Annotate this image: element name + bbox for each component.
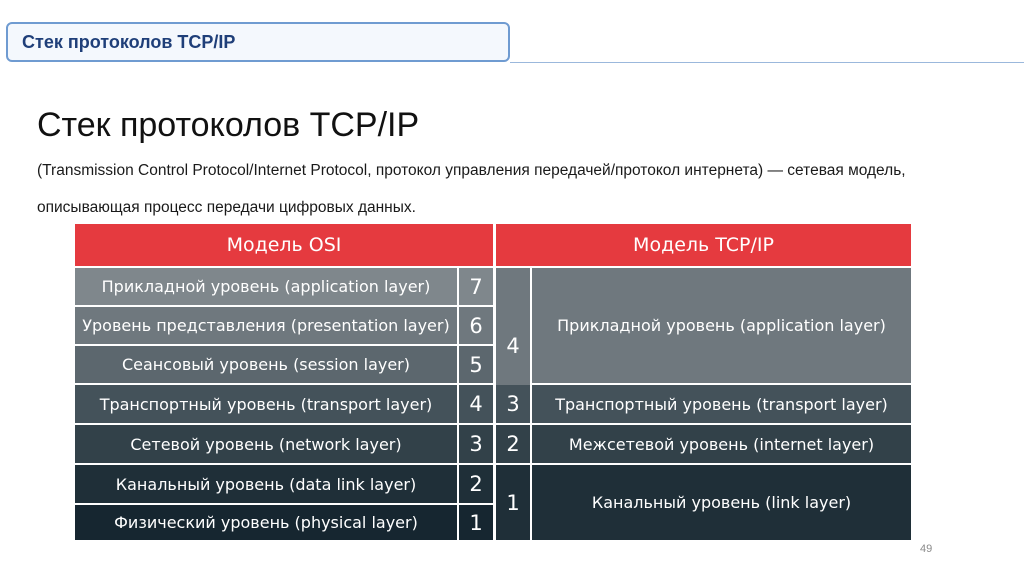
tcpip-layer-3-label: Транспортный уровень (transport layer) bbox=[532, 385, 911, 423]
osi-layer-7-number: 7 bbox=[459, 268, 493, 305]
tcpip-header: Модель TCP/IP bbox=[496, 224, 911, 266]
osi-layer-5-number: 5 bbox=[459, 346, 493, 383]
osi-layer-4-number: 4 bbox=[459, 385, 493, 423]
osi-layer-4-label: Транспортный уровень (transport layer) bbox=[75, 385, 457, 423]
osi-header: Модель OSI bbox=[75, 224, 493, 266]
tcpip-layer-4-number: 4 bbox=[496, 268, 530, 423]
osi-layer-3-label: Сетевой уровень (network layer) bbox=[75, 425, 457, 463]
osi-tcpip-comparison-table bbox=[75, 224, 911, 540]
tcpip-layer-4-label: Прикладной уровень (application layer) bbox=[532, 268, 911, 383]
slide-description: (Transmission Control Protocol/Internet Protocol, протокол управления передачей/протокол интернета) — сетевая модель, описывающая процесс передачи цифровых данных. bbox=[37, 162, 906, 216]
tcpip-layer-2-number: 2 bbox=[496, 425, 530, 463]
osi-layer-2-label: Канальный уровень (data link layer) bbox=[75, 465, 457, 503]
page-number: 49 bbox=[920, 543, 933, 555]
tcpip-layer-3-number: 3 bbox=[496, 385, 530, 423]
osi-layer-1-label: Физический уровень (physical layer) bbox=[75, 505, 457, 540]
osi-layer-2-number: 2 bbox=[459, 465, 493, 503]
tcpip-layer-2-label: Межсетевой уровень (internet layer) bbox=[532, 425, 911, 463]
osi-layer-5-label: Сеансовый уровень (session layer) bbox=[75, 346, 457, 383]
tcpip-layer-1-label: Канальный уровень (link layer) bbox=[532, 465, 911, 540]
header-title: Стек протоколов TCP/IP bbox=[22, 32, 236, 52]
osi-layer-6-label: Уровень представления (presentation layer) bbox=[75, 307, 457, 344]
osi-layer-3-number: 3 bbox=[459, 425, 493, 463]
osi-layer-1-number: 1 bbox=[459, 505, 493, 540]
osi-layer-7-label: Прикладной уровень (application layer) bbox=[75, 268, 457, 305]
header-box bbox=[6, 22, 510, 62]
osi-layer-6-number: 6 bbox=[459, 307, 493, 344]
tcpip-layer-1-number: 1 bbox=[496, 465, 530, 540]
slide-title: Стек протоколов TCP/IP bbox=[37, 106, 420, 144]
header-divider bbox=[510, 62, 1024, 63]
